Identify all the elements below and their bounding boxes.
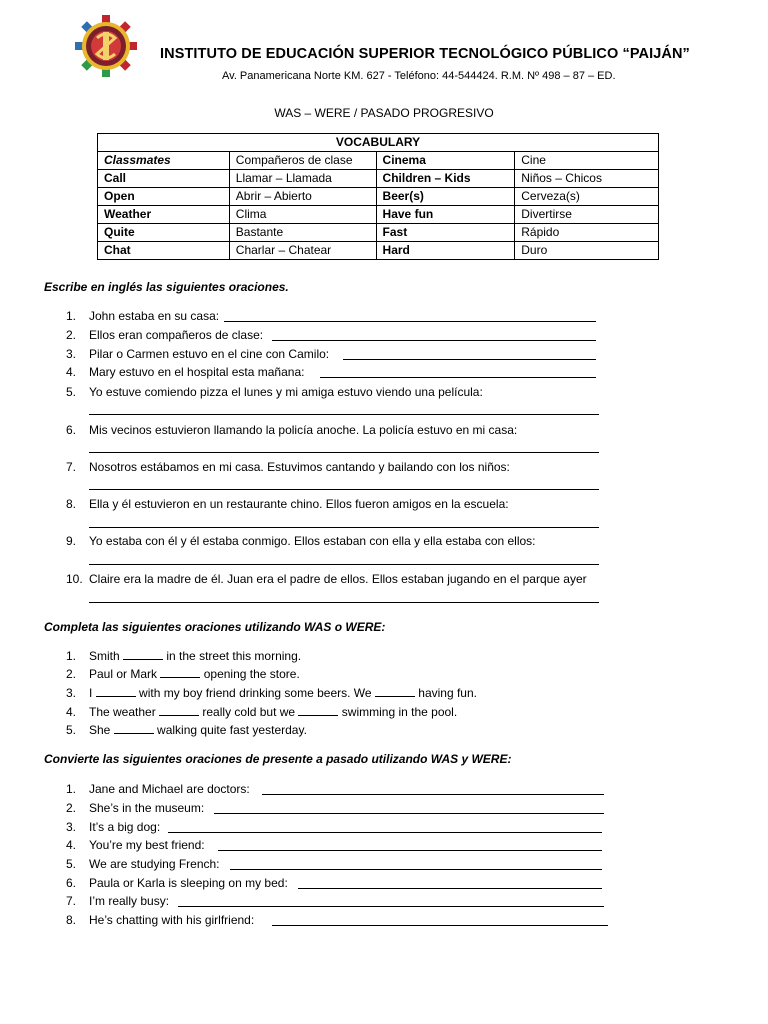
list-item xyxy=(66,704,457,720)
item-text: in the street this morning. xyxy=(166,649,302,663)
item-text: She xyxy=(89,723,111,737)
item-number: 2. xyxy=(66,801,77,815)
fill-blank[interactable] xyxy=(298,704,338,716)
item-text: Ellos eran compañeros de clase: xyxy=(89,328,264,342)
item-number: 2. xyxy=(66,328,77,342)
item-text: having fun. xyxy=(418,686,477,700)
vocab-spanish: Niños – Chicos xyxy=(515,170,659,188)
list-item xyxy=(66,781,250,797)
list-item xyxy=(66,648,301,664)
item-number: 1. xyxy=(66,309,77,323)
vocab-english: Classmates xyxy=(98,152,230,170)
item-number: 4. xyxy=(66,838,77,852)
answer-line[interactable] xyxy=(272,925,608,926)
list-item xyxy=(66,685,477,701)
table-row xyxy=(98,170,659,188)
item-number: 6. xyxy=(66,423,77,437)
answer-line[interactable] xyxy=(343,359,596,360)
item-text: Pilar o Carmen estuvo en el cine con Camilo: xyxy=(89,347,330,361)
vocab-english: Open xyxy=(98,188,230,206)
vocab-english: Chat xyxy=(98,242,230,260)
item-number: 5. xyxy=(66,385,77,399)
item-number: 8. xyxy=(66,913,77,927)
list-item xyxy=(66,308,219,324)
item-text: Paula or Karla is sleeping on my bed: xyxy=(89,876,288,890)
answer-line[interactable] xyxy=(218,850,602,851)
item-text: Yo estaba con él y él estaba conmigo. Ellos estaban con ella y ella estaba con ellos: xyxy=(89,534,536,548)
fill-blank[interactable] xyxy=(96,685,136,697)
table-row xyxy=(98,152,659,170)
item-number: 4. xyxy=(66,365,77,379)
item-text: Smith xyxy=(89,649,120,663)
item-text: Jane and Michael are doctors: xyxy=(89,782,250,796)
gear-emblem-logo-icon xyxy=(74,14,138,78)
fill-blank[interactable] xyxy=(114,722,154,734)
item-text: opening the store. xyxy=(203,667,300,681)
item-number: 5. xyxy=(66,857,77,871)
list-item xyxy=(66,346,329,362)
vocabulary-table xyxy=(97,133,659,260)
item-text: I xyxy=(89,686,93,700)
item-text: Claire era la madre de él. Juan era el padre de ellos. Ellos estaban jugando en el parque ayer xyxy=(89,572,587,586)
vocabulary-title: VOCABULARY xyxy=(98,134,659,152)
list-item xyxy=(66,459,510,475)
vocab-spanish: Abrir – Abierto xyxy=(229,188,376,206)
item-text: Yo estuve comiendo pizza el lunes y mi amiga estuvo viendo una película: xyxy=(89,385,483,399)
table-row xyxy=(98,206,659,224)
answer-line[interactable] xyxy=(89,414,599,415)
vocab-english: Children – Kids xyxy=(376,170,515,188)
item-number: 9. xyxy=(66,534,77,548)
item-text: John estaba en su casa: xyxy=(89,309,220,323)
item-number: 1. xyxy=(66,782,77,796)
list-item xyxy=(66,912,254,928)
answer-line[interactable] xyxy=(89,527,599,528)
fill-blank[interactable] xyxy=(123,648,163,660)
vocab-english: Cinema xyxy=(376,152,515,170)
table-row xyxy=(98,188,659,206)
list-item xyxy=(66,875,288,891)
list-item xyxy=(66,722,307,738)
institution-address: Av. Panamericana Norte KM. 627 - Teléfono: 44-544424. R.M. Nº 498 – 87 – ED. xyxy=(222,70,616,82)
vocab-spanish: Llamar – Llamada xyxy=(229,170,376,188)
list-item xyxy=(66,571,587,587)
table-row xyxy=(98,224,659,242)
answer-line[interactable] xyxy=(214,813,604,814)
list-item xyxy=(66,800,204,816)
vocab-english: Weather xyxy=(98,206,230,224)
item-number: 5. xyxy=(66,723,77,737)
answer-line[interactable] xyxy=(178,906,604,907)
item-text: It’s a big dog: xyxy=(89,820,161,834)
list-item xyxy=(66,856,220,872)
answer-line[interactable] xyxy=(89,602,599,603)
item-number: 3. xyxy=(66,347,77,361)
vocab-english: Fast xyxy=(376,224,515,242)
vocab-spanish: Compañeros de clase xyxy=(229,152,376,170)
vocab-english: Have fun xyxy=(376,206,515,224)
answer-line[interactable] xyxy=(168,832,602,833)
answer-line[interactable] xyxy=(89,489,599,490)
answer-line[interactable] xyxy=(89,452,599,453)
vocab-spanish: Divertirse xyxy=(515,206,659,224)
vocab-english: Quite xyxy=(98,224,230,242)
vocab-english: Hard xyxy=(376,242,515,260)
vocab-spanish: Cerveza(s) xyxy=(515,188,659,206)
section1-title: Escribe en inglés las siguientes oraciones. xyxy=(44,280,289,294)
list-item xyxy=(66,496,509,512)
section3-title: Convierte las siguientes oraciones de presente a pasado utilizando WAS y WERE: xyxy=(44,752,512,766)
answer-line[interactable] xyxy=(272,340,596,341)
item-text: Paul or Mark xyxy=(89,667,158,681)
fill-blank[interactable] xyxy=(375,685,415,697)
fill-blank[interactable] xyxy=(159,704,199,716)
vocab-spanish: Duro xyxy=(515,242,659,260)
section2-title: Completa las siguientes oraciones utilizando WAS o WERE: xyxy=(44,620,386,634)
list-item xyxy=(66,819,160,835)
item-text: Ella y él estuvieron en un restaurante chino. Ellos fueron amigos en la escuela: xyxy=(89,497,509,511)
item-number: 3. xyxy=(66,686,77,700)
item-number: 8. xyxy=(66,497,77,511)
item-number: 4. xyxy=(66,705,77,719)
fill-blank[interactable] xyxy=(160,666,200,678)
item-number: 2. xyxy=(66,667,77,681)
table-row xyxy=(98,242,659,260)
item-number: 10. xyxy=(66,572,83,586)
answer-line[interactable] xyxy=(230,869,602,870)
vocab-spanish: Charlar – Chatear xyxy=(229,242,376,260)
vocab-english: Call xyxy=(98,170,230,188)
item-number: 7. xyxy=(66,460,77,474)
item-number: 7. xyxy=(66,894,77,908)
item-text: He’s chatting with his girlfriend: xyxy=(89,913,255,927)
item-text: swimming in the pool. xyxy=(341,705,458,719)
answer-line[interactable] xyxy=(224,321,596,322)
vocab-spanish: Rápido xyxy=(515,224,659,242)
answer-line[interactable] xyxy=(89,564,599,565)
item-text: really cold but we xyxy=(202,705,296,719)
vocab-spanish: Bastante xyxy=(229,224,376,242)
item-number: 1. xyxy=(66,649,77,663)
item-text: Mary estuvo en el hospital esta mañana: xyxy=(89,365,305,379)
institution-title: INSTITUTO DE EDUCACIÓN SUPERIOR TECNOLÓGICO PÚBLICO “PAIJÁN” xyxy=(160,46,690,62)
item-text: She’s in the museum: xyxy=(89,801,205,815)
item-number: 3. xyxy=(66,820,77,834)
answer-line[interactable] xyxy=(298,888,602,889)
vocab-english: Beer(s) xyxy=(376,188,515,206)
item-number: 6. xyxy=(66,876,77,890)
answer-line[interactable] xyxy=(320,377,596,378)
list-item xyxy=(66,666,300,682)
vocab-spanish: Cine xyxy=(515,152,659,170)
list-item xyxy=(66,327,263,343)
list-item xyxy=(66,364,304,380)
item-text: Mis vecinos estuvieron llamando la policía anoche. La policía estuvo en mi casa: xyxy=(89,423,518,437)
list-item xyxy=(66,422,517,438)
item-text: with my boy friend drinking some beers. We xyxy=(139,686,372,700)
list-item xyxy=(66,837,205,853)
item-text: walking quite fast yesterday. xyxy=(157,723,307,737)
item-text: The weather xyxy=(89,705,156,719)
vocab-spanish: Clima xyxy=(229,206,376,224)
item-text: We are studying French: xyxy=(89,857,220,871)
list-item xyxy=(66,893,169,909)
worksheet-subtitle: WAS – WERE / PASADO PROGRESIVO xyxy=(274,106,494,120)
item-text: You’re my best friend: xyxy=(89,838,205,852)
list-item xyxy=(66,533,536,549)
answer-line[interactable] xyxy=(262,794,604,795)
item-text: I’m really busy: xyxy=(89,894,170,908)
list-item xyxy=(66,384,483,400)
item-text: Nosotros estábamos en mi casa. Estuvimos cantando y bailando con los niños: xyxy=(89,460,510,474)
